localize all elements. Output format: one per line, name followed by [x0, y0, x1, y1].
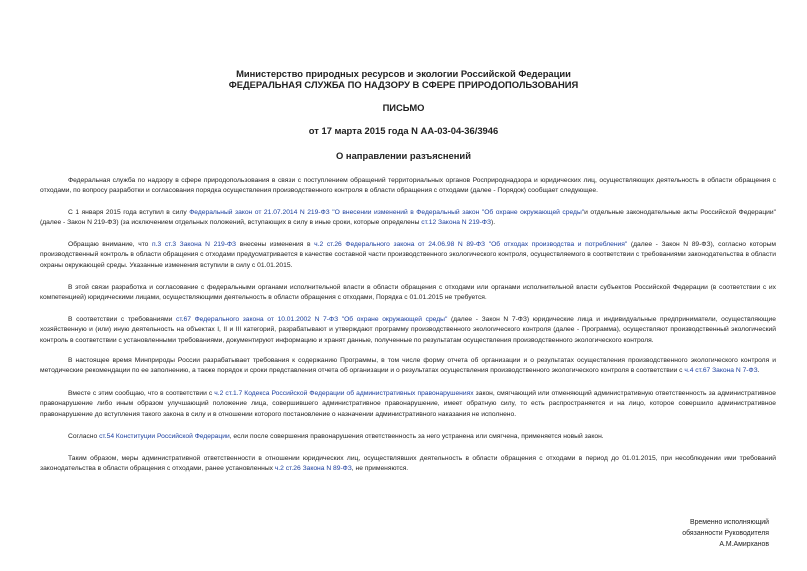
- paragraph-3: [40, 240, 776, 271]
- paragraph-text: С 1 января 2015 года вступил в силу: [68, 209, 190, 216]
- paragraph-text: В соответствии с требованиями: [68, 316, 176, 323]
- law-219-art3-link[interactable]: п.3 ст.3 Закона N 219-ФЗ: [152, 241, 237, 248]
- paragraph-text: Таким образом, меры административной ответственности в отношении юридических лиц, осуществлявших деятельность в области обращения с отходами в период до 01.01.2015, при несоблюдении ими требований законодательства в области обращения с отходами, ранее установленных: [40, 455, 776, 473]
- paragraph-6: [40, 356, 776, 377]
- paragraph-text: (далее - Закон N 89-ФЗ), согласно которым производственный контроль в области обращения с отходами предусматривается в качестве составной части производственного экологического контроля, осуществляемого в соответствии с требованиями законодательства в области охраны окружающей среды. Указанные изменения вступили в силу с 01.01.2015.: [40, 241, 776, 269]
- paragraph-text: ).: [491, 219, 496, 227]
- law-219-link[interactable]: Федеральный закон от 21.07.2014 N 219-ФЗ "О внесении изменений в Федеральный закон "Об охране окружающей среды": [189, 209, 585, 216]
- law-219-art12-link[interactable]: ст.12 Закона N 219-ФЗ: [421, 219, 491, 227]
- constitution-art54-link[interactable]: ст.54 Конституции Российской Федерации: [99, 433, 230, 440]
- paragraph-text: внесены изменения в: [236, 241, 315, 248]
- paragraph-text: Вместе с этим сообщаю, что в соответствии с: [68, 390, 215, 397]
- service-name: ФЕДЕРАЛЬНАЯ СЛУЖБА ПО НАДЗОРУ В СФЕРЕ ПРИРОДОПОЛЬЗОВАНИЯ: [228, 79, 579, 90]
- paragraph-9: [40, 454, 776, 475]
- paragraph-text: В этой связи разработка и согласование с федеральными органами исполнительной власти в области обращения с отходами или органами исполнительной власти субъектов Российской Федерации (в соответствии с их компетенцией) юридическими лицами, осуществляющими деятельность в области обращения с отходами, Порядка с 01.01.2015 не требуется.: [40, 284, 776, 302]
- signature-name: А.М.Амирханов: [719, 541, 769, 548]
- paragraph-text: Обращаю внимание, что: [68, 241, 153, 248]
- law-89-art26-link[interactable]: ч.2 ст.26 Федерального закона от 24.06.98 N 89-ФЗ "Об отходах производства и потребления": [314, 241, 628, 248]
- paragraph-text: , не применяются.: [351, 465, 409, 473]
- law-7-art67-part4-link[interactable]: ч.4 ст.67 Закона N 7-ФЗ: [684, 367, 758, 375]
- paragraph-text: , если после совершения правонарушения ответственность за него устранена или смягчена, применяется новый закон.: [229, 433, 604, 440]
- paragraph-5: [40, 315, 776, 346]
- koap-art1-7-link[interactable]: ч.2 ст.1.7 Кодекса Российской Федерации об административных правонарушениях: [214, 390, 474, 397]
- paragraph-text: и отдельные законодательные акты Российской Федерации" (далее - Закон N 219-ФЗ) (за исключением отдельных положений, вступающих в силу в иные сроки, которые определены: [40, 209, 776, 227]
- signature-line-2: обязанности Руководителя: [682, 530, 769, 537]
- paragraph-text: закон, смягчающий или отменяющий административную ответственность за административное правонарушение либо иным образом улучшающий положение лица, совершившего административное правонарушение, имеет обратную силу, то есть распространяется и на лицо, которое совершило административное правонарушение до вступления такого закона в силу и в отношении которого постановление о назначении административного наказания не исполнено.: [40, 390, 776, 418]
- paragraph-text: Согласно: [68, 433, 100, 440]
- law-89-art26-part2-link[interactable]: ч.2 ст.26 Закона N 89-ФЗ: [274, 465, 352, 473]
- law-7-art67-link[interactable]: ст.67 Федерального закона от 10.01.2002 N 7-ФЗ "Об охране окружающей среды": [176, 316, 448, 323]
- paragraph-text: Федеральная служба по надзору в сфере природопользования в связи с поступлением обращений территориальных органов Росприроднадзора и юридических лиц, осуществляющих деятельность в области обращения с отходами, по вопросу разработки и согласования порядка осуществления производственного контроля в области обращения с отходами (далее - Порядок) сообщает следующее.: [40, 177, 776, 195]
- paragraph-text: (далее - Закон N 7-ФЗ) юридические лица и индивидуальные предприниматели, осуществляющие хозяйственную и (или) иную деятельность на объектах I, II и III категорий, разрабатывают и утверждают программу производственного экологического контроля (далее - Программа), осуществляют производственный экологический контроль в соответствии с установленными требованиями, документируют информацию и хранят данные, полученные по результатам осуществления производственного экологического контроля.: [40, 316, 776, 344]
- paragraph-text: В настоящее время Минприроды России разрабатывает требования к содержанию Программы, в том числе форму отчета об организации и о результатах осуществления производственного экологического контроля и методические рекомендации по ее заполнению, а также порядок и сроки представления отчета об организации и о результатах осуществления производственного экологического контроля в соответствии с: [40, 357, 776, 375]
- paragraph-2: [40, 208, 776, 229]
- document-date-number: от 17 марта 2015 года N АА-03-04-36/3946: [308, 125, 499, 136]
- signature-line-1: Временно исполняющий: [690, 519, 769, 526]
- document-subject: О направлении разъяснений: [336, 150, 471, 161]
- paragraph-8: [40, 432, 776, 442]
- ministry-name: Министерство природных ресурсов и экологии Российской Федерации: [236, 68, 571, 79]
- paragraph-text: .: [757, 367, 760, 375]
- document-type: ПИСЬМО: [382, 102, 425, 113]
- paragraph-7: [40, 389, 776, 420]
- paragraph-1: [40, 176, 776, 197]
- paragraph-4: [40, 283, 776, 304]
